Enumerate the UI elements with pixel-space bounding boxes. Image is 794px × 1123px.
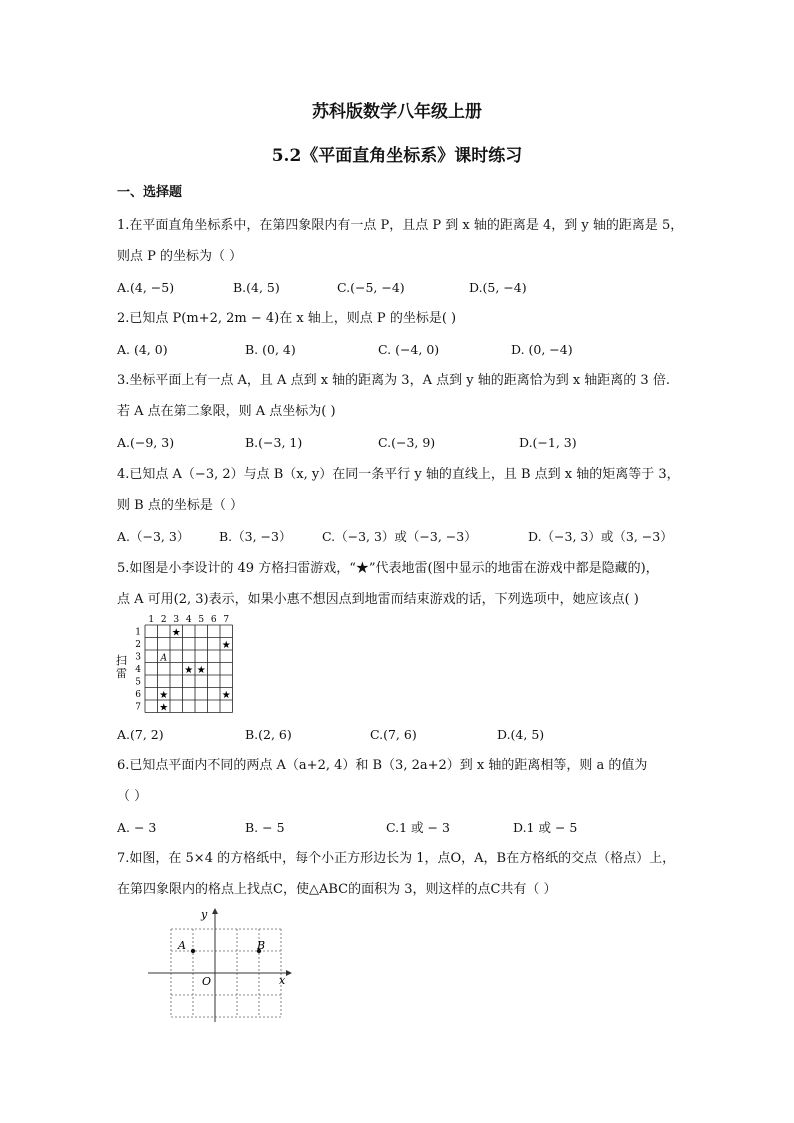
x-axis-label: x: [279, 974, 286, 987]
mine-star-icon: ★: [221, 689, 231, 701]
point-b-label: B: [257, 939, 266, 952]
q2-option-b: B. (0, 4): [245, 342, 296, 357]
q2-option-a: A. (4, 0): [117, 342, 168, 357]
column-label: 4: [185, 615, 192, 625]
q1-option-a: A.(4, −5): [117, 280, 175, 295]
q4-option-d: D.（−3, 3）或（3, −3）: [528, 529, 673, 544]
q1-stem-line2: 则点 P 的坐标为（ ）: [117, 249, 243, 264]
q6-option-b: B. − 5: [245, 820, 285, 835]
mine-star-icon: ★: [196, 664, 206, 676]
column-label: 3: [173, 615, 180, 625]
q6-stem-line1: 6.已知点平面内不同的两点 A（a+2, 4）和 B（3, 2a+2）到 x 轴的距离相等，则 a 的值为: [117, 758, 648, 773]
q4-stem-line1: 4.已知点 A（−3, 2）与点 B（x, y）在同一条平行 y 轴的直线上，且 B 点到 x 轴的矩离等于 3，: [117, 467, 680, 482]
row-label: 6: [135, 689, 141, 700]
q5-option-c: C.(7, 6): [370, 727, 417, 742]
column-label: 2: [160, 615, 167, 625]
q5-option-b: B.(2, 6): [245, 727, 292, 742]
document-subtitle: 5.2《平面直角坐标系》课时练习: [271, 146, 523, 166]
q3-option-b: B.(−3, 1): [245, 435, 303, 450]
row-label: 1: [135, 627, 141, 638]
q7-stem-line1: 7.如图，在 5×4 的方格纸中，每个小正方形边长为 1，点O，A，B在方格纸的交点（格点）上，: [117, 851, 676, 866]
q4-option-b: B.（3, −3）: [219, 529, 292, 544]
column-label: 7: [223, 615, 230, 625]
q5-stem-line2: 点 A 可用(2, 3)表示，如果小惠不想因点到地雷而结束游戏的话，下列选项中，她应该点( ): [117, 592, 639, 607]
q3-option-c: C.(−3, 9): [378, 435, 436, 450]
row-label: 3: [135, 652, 141, 663]
q6-option-d: D.1 或 − 5: [513, 820, 578, 835]
row-label: 4: [135, 664, 141, 675]
row-label: 5: [135, 677, 141, 688]
q1-stem-line1: 1.在平面直角坐标系中，在第四象限内有一点 P，且点 P 到 x 轴的距离是 4，到 y 轴的距离是 5，: [117, 218, 684, 233]
q6-option-c: C.1 或 − 3: [386, 820, 450, 835]
q2-stem-line1: 2.已知点 P(m+2, 2m − 4)在 x 轴上，则点 P 的坐标是( ): [117, 311, 457, 326]
q2-option-c: C. (−4, 0): [378, 342, 440, 357]
mine-star-icon: ★: [171, 627, 181, 639]
point-a-label: A: [160, 653, 167, 664]
q6-stem-line2: （ ）: [117, 789, 148, 804]
q4-stem-line2: 则 B 点的坐标是（ ）: [117, 498, 243, 513]
q1-option-b: B.(4, 5): [233, 280, 280, 295]
column-label: 6: [210, 615, 217, 625]
q5-stem-line1: 5.如图是小李设计的 49 方格扫雷游戏，“★”代表地雷(图中显示的地雷在游戏中都是隐藏的)，: [117, 561, 659, 576]
q3-option-d: D.(−1, 3): [519, 435, 577, 450]
column-label: 5: [198, 615, 205, 625]
q3-stem-line2: 若 A 点在第二象限，则 A 点坐标为( ): [117, 404, 336, 419]
minesweeper-figure: [112, 614, 242, 720]
q3-option-a: A.(−9, 3): [117, 435, 175, 450]
mine-star-icon: ★: [159, 702, 169, 714]
q5-option-a: A.(7, 2): [117, 727, 164, 742]
point-a-label: A: [178, 939, 186, 952]
q5-option-d: D.(4, 5): [497, 727, 545, 742]
mine-star-icon: ★: [159, 689, 169, 701]
column-label: 1: [148, 615, 155, 625]
q2-option-d: D. (0, −4): [511, 342, 573, 357]
y-axis-label: y: [201, 908, 208, 921]
figure-side-label-top: 扫: [116, 654, 127, 667]
x-axis-arrow-icon: [286, 970, 292, 976]
q1-option-d: D.(5, −4): [469, 280, 527, 295]
document-title: 苏科版数学八年级上册: [312, 102, 482, 122]
row-label: 2: [135, 639, 141, 650]
row-label: 7: [135, 702, 141, 713]
q6-option-a: A. − 3: [117, 820, 157, 835]
coordinate-grid-figure: [140, 904, 300, 1030]
figure-side-label-bottom: 雷: [116, 667, 127, 680]
mine-star-icon: ★: [184, 664, 194, 676]
q4-option-a: A.（−3, 3）: [117, 529, 190, 544]
point-a-dot: [191, 949, 195, 953]
origin-label: O: [202, 975, 212, 988]
q4-option-c: C.（−3, 3）或（−3, −3）: [322, 529, 477, 544]
section-heading: 一、选择题: [117, 185, 183, 200]
q7-stem-line2: 在第四象限内的格点上找点C，使△ABC的面积为 3，则这样的点C共有（ ）: [117, 882, 557, 897]
q3-stem-line1: 3.坐标平面上有一点 A，且 A 点到 x 轴的距离为 3，A 点到 y 轴的距离恰为到 x 轴距离的 3 倍.: [117, 373, 670, 388]
minesweeper-grid: [135, 615, 232, 713]
y-axis-arrow-icon: [212, 908, 218, 914]
mine-star-icon: ★: [221, 639, 231, 651]
q1-option-c: C.(−5, −4): [337, 280, 405, 295]
